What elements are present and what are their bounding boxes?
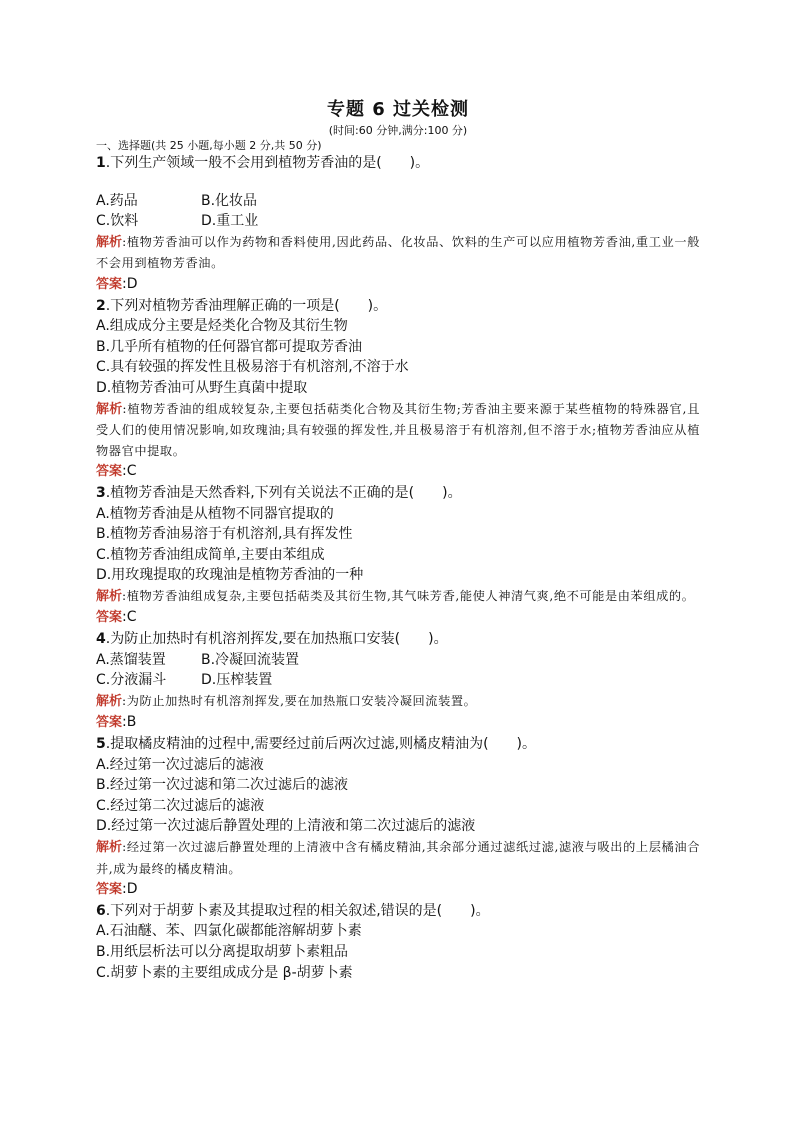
answer-value: :B <box>122 714 137 731</box>
question-2-answer <box>96 461 700 483</box>
option-a: A.植物芳香油是从植物不同器官提取的 <box>96 505 334 522</box>
option-d: D.压榨装置 <box>201 672 273 689</box>
question-3-stem <box>96 483 700 504</box>
option-d: D.重工业 <box>201 213 259 230</box>
explanation-text: :为防止加热时有机溶剂挥发,要在加热瓶口安装冷凝回流装置。 <box>122 693 477 708</box>
answer-value: :D <box>122 881 138 898</box>
answer-value: :C <box>122 463 137 480</box>
option-b: B.几乎所有植物的任何器官都可提取芳香油 <box>96 338 363 355</box>
explanation-text: :植物芳香油的组成较复杂,主要包括萜类化合物及其衍生物;芳香油主要来源于某些植物的特殊器官,且受人们的使用情况影响,如玫瑰油;具有较强的挥发性,并且极易溶于有机溶剂,但不溶于水;植物芳香油应从植物器官中提取。 <box>96 401 700 458</box>
question-3-answer <box>96 607 700 629</box>
option-a: A.组成成分主要是烃类化合物及其衍生物 <box>96 318 348 335</box>
explanation-label: 解析 <box>96 401 123 417</box>
question-text: .下列生产领域一般不会用到植物芳香油的是( )。 <box>105 155 430 171</box>
explanation-text: :植物芳香油可以作为药物和香料使用,因此药品、化妆品、饮料的生产可以应用植物芳香油,重工业一般不会用到植物芳香油。 <box>96 234 700 271</box>
answer-label: 答案 <box>96 464 123 480</box>
option-d: D.植物芳香油可从野生真菌中提取 <box>96 379 308 396</box>
option-b: B.经过第一次过滤和第二次过滤后的滤液 <box>96 777 349 794</box>
question-number: 3 <box>96 484 106 501</box>
option-a: A.经过第一次过滤后的滤液 <box>96 756 264 773</box>
answer-label: 答案 <box>96 276 123 292</box>
answer-label: 答案 <box>96 882 123 898</box>
question-4-options-row-2 <box>96 670 700 691</box>
question-2-explanation <box>96 399 700 462</box>
answer-value: :D <box>122 275 138 292</box>
section-heading: 一、选择题(共 25 小题,每小题 2 分,共 50 分) <box>96 139 322 152</box>
option-c: C.具有较强的挥发性且极易溶于有机溶剂,不溶于水 <box>96 359 409 376</box>
option-b: B.化妆品 <box>201 192 258 209</box>
question-number: 5 <box>96 736 106 753</box>
option-a: A.药品 <box>96 192 138 209</box>
question-number: 6 <box>96 902 106 919</box>
question-number: 4 <box>96 631 106 648</box>
explanation-label: 解析 <box>96 840 123 855</box>
answer-label: 答案 <box>96 610 123 626</box>
exam-info: (时间:60 分钟,满分:100 分) <box>328 124 468 137</box>
option-c: C.饮料 <box>96 213 139 230</box>
question-1-options-row-2 <box>96 211 700 232</box>
explanation-label: 解析 <box>96 234 123 250</box>
option-b: B.冷凝回流装置 <box>201 651 300 668</box>
question-text: .下列对植物芳香油理解正确的一项是( )。 <box>105 297 388 314</box>
question-3-explanation <box>96 586 700 608</box>
document-page <box>96 98 700 983</box>
question-text: .下列对于胡萝卜素及其提取过程的相关叙述,错误的是( )。 <box>105 902 490 919</box>
question-4-options-row-1 <box>96 650 700 671</box>
question-6-stem <box>96 901 700 922</box>
question-1-stem <box>96 153 700 174</box>
explanation-text: :植物芳香油组成复杂,主要包括萜类及其衍生物,其气味芳香,能使人神清气爽,绝不可能是由苯组成的。 <box>122 588 695 603</box>
question-number: 1 <box>96 155 106 171</box>
question-1-options-row-1 <box>96 191 700 212</box>
explanation-label: 解析 <box>96 693 123 709</box>
option-c: C.植物芳香油组成简单,主要由苯组成 <box>96 546 325 563</box>
question-4-stem <box>96 629 700 650</box>
question-text: .植物芳香油是天然香料,下列有关说法不正确的是( )。 <box>105 484 462 501</box>
explanation-text: :经过第一次过滤后静置处理的上清液中含有橘皮精油,其余部分通过滤纸过滤,滤液与吸出的上层橘油合并,成为最终的橘皮精油。 <box>96 840 700 876</box>
option-b: B.用纸层析法可以分离提取胡萝卜素粗品 <box>96 943 349 960</box>
option-a: A.蒸馏装置 <box>96 651 166 668</box>
option-d: D.用玫瑰提取的玫瑰油是植物芳香油的一种 <box>96 567 364 584</box>
option-d: D.经过第一次过滤后静置处理的上清液和第二次过滤后的滤液 <box>96 818 476 835</box>
question-text: .为防止加热时有机溶剂挥发,要在加热瓶口安装( )。 <box>105 631 448 648</box>
question-2-stem <box>96 296 700 317</box>
answer-value: :C <box>122 609 137 626</box>
option-c: C.分液漏斗 <box>96 672 167 689</box>
question-5-stem <box>96 734 700 755</box>
question-1-explanation <box>96 232 700 274</box>
option-c: C.胡萝卜素的主要组成成分是 β-胡萝卜素 <box>96 964 353 981</box>
question-4-explanation <box>96 691 700 713</box>
answer-label: 答案 <box>96 715 123 731</box>
option-c: C.经过第二次过滤后的滤液 <box>96 797 265 814</box>
page-title: 专题 6 过关检测 <box>326 99 470 120</box>
question-text: .提取橘皮精油的过程中,需要经过前后两次过滤,则橘皮精油为( )。 <box>105 736 537 753</box>
question-4-answer <box>96 712 700 734</box>
question-number: 2 <box>96 297 106 314</box>
question-5-answer <box>96 879 700 901</box>
answer-space <box>96 174 700 191</box>
option-b: B.植物芳香油易溶于有机溶剂,具有挥发性 <box>96 526 353 543</box>
option-a: A.石油醚、苯、四氯化碳都能溶解胡萝卜素 <box>96 923 362 940</box>
question-1-answer <box>96 274 700 296</box>
explanation-label: 解析 <box>96 588 123 604</box>
question-5-explanation <box>96 837 700 879</box>
